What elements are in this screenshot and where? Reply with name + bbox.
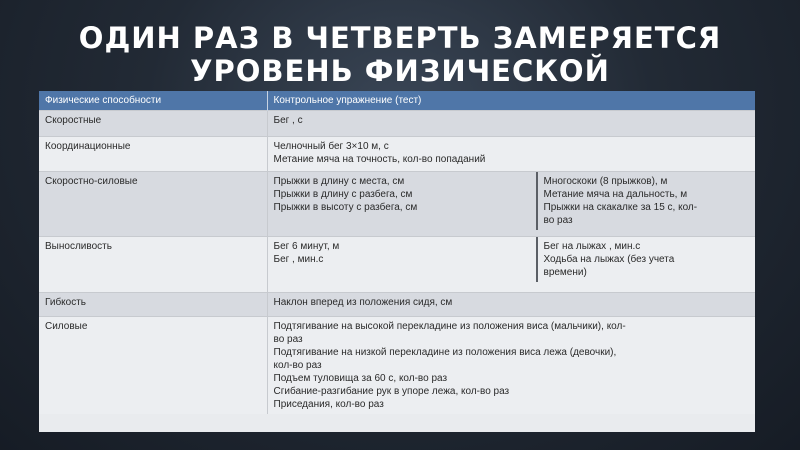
tests-split	[268, 237, 756, 282]
test-line: Подтягивание на низкой перекладине из положения виса лежа (девочки),	[273, 347, 617, 358]
test-line: Бег , с	[273, 115, 303, 126]
ability-cell: Гибкость	[39, 293, 267, 317]
tests-cell	[267, 293, 755, 317]
test-line: Подъем туловища за 60 с, кол-во раз	[273, 373, 448, 384]
test-line: Бег 6 минут, м	[273, 241, 340, 252]
test-line: Многоскоки (8 прыжков), м	[543, 176, 668, 187]
test-line: Сгибание-разгибание рук в упоре лежа, кол-во раз	[273, 386, 510, 397]
tests-left-column	[268, 237, 538, 282]
ability-cell: Силовые	[39, 317, 267, 415]
test-line: во раз	[543, 215, 573, 226]
test-line: кол-во раз	[273, 360, 322, 371]
tests-cell	[267, 137, 755, 172]
ability-cell: Скоростные	[39, 111, 267, 137]
test-line: Метание мяча на дальность, м	[543, 189, 688, 200]
test-line: Челночный бег 3×10 м, с	[273, 141, 389, 152]
ability-cell: Выносливость	[39, 237, 267, 293]
test-line: Прыжки в длину с разбега, см	[273, 189, 413, 200]
test-line: Метание мяча на точность, кол-во попаданий	[273, 154, 486, 165]
slide-title	[0, 22, 800, 88]
table-row	[39, 293, 755, 317]
test-line: Бег на лыжах , мин.с	[543, 241, 641, 252]
table-row	[39, 111, 755, 137]
test-line: Бег , мин.с	[273, 254, 324, 265]
title-line-2: УРОВЕНЬ ФИЗИЧЕСКОЙ	[190, 54, 610, 88]
test-line: Ходьба на лыжах (без учета	[543, 254, 675, 265]
tests-cell	[267, 172, 755, 237]
table-row	[39, 137, 755, 172]
test-line: Прыжки в высоту с разбега, см	[273, 202, 418, 213]
tests-cell	[267, 237, 755, 293]
table-header-row	[39, 91, 755, 111]
table-row	[39, 172, 755, 237]
test-line: времени)	[543, 267, 587, 278]
fitness-tests-table	[39, 91, 755, 432]
header-abilities: Физические способности	[39, 91, 267, 111]
tests-left-column	[268, 172, 538, 230]
header-tests: Контрольное упражнение (тест)	[267, 91, 755, 111]
ability-cell: Координационные	[39, 137, 267, 172]
table-row	[39, 317, 755, 415]
test-line: Подтягивание на высокой перекладине из положения виса (мальчики), кол-	[273, 321, 626, 332]
tests-split	[268, 172, 756, 230]
test-line: во раз	[273, 334, 303, 345]
ability-cell: Скоростно-силовые	[39, 172, 267, 237]
tests-right-column	[538, 172, 756, 230]
tests-cell	[267, 317, 755, 415]
table-row	[39, 237, 755, 293]
tests-cell	[267, 111, 755, 137]
test-line: Прыжки в длину с места, см	[273, 176, 405, 187]
tests-right-column	[538, 237, 756, 282]
test-line: Приседания, кол-во раз	[273, 399, 384, 410]
test-line: Наклон вперед из положения сидя, см	[273, 297, 453, 308]
test-line: Прыжки на скакалке за 15 с, кол-	[543, 202, 698, 213]
title-line-1: ОДИН РАЗ В ЧЕТВЕРТЬ ЗАМЕРЯЕТСЯ	[78, 21, 722, 55]
